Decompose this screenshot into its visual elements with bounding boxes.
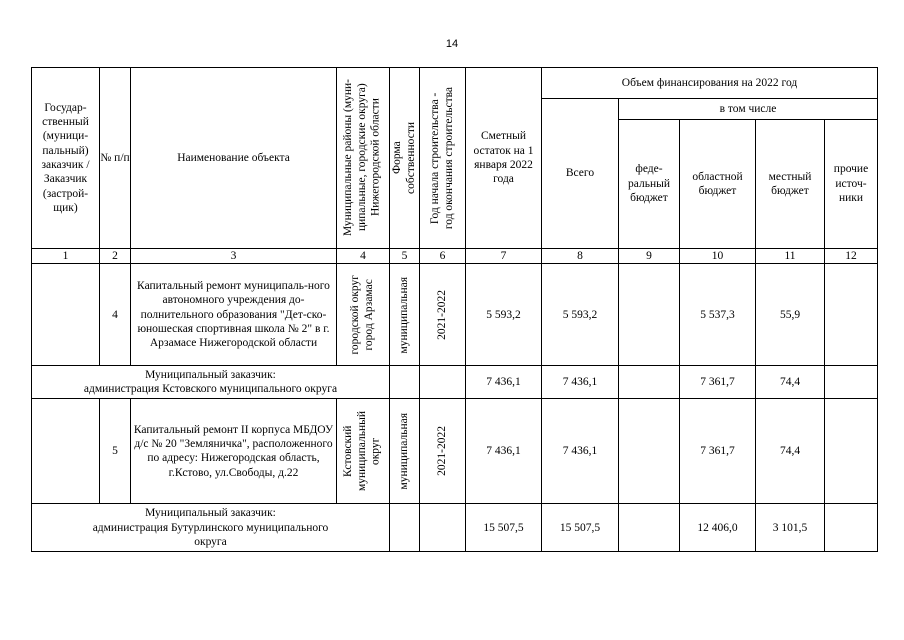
row-regional: 5 537,3	[680, 264, 756, 366]
subtotal-estimate: 7 436,1	[466, 366, 542, 399]
subtotal-customer: Муниципальный заказчик: администрация Бутурлинского муниципального округа	[32, 504, 390, 552]
column-number: 9	[619, 249, 680, 264]
page-number: 14	[445, 38, 459, 50]
header-districts: Муниципальные районы (муни- ципальные, городские округа) Нижегородской области	[337, 68, 390, 249]
row-district: городской округ город Арзамас	[337, 264, 390, 366]
column-number: 4	[337, 249, 390, 264]
row-years: 2021-2022	[420, 264, 466, 366]
row-local: 55,9	[756, 264, 825, 366]
subtotal-regional: 12 406,0	[680, 504, 756, 552]
subtotal-row	[32, 366, 878, 399]
header-local: местный бюджет	[756, 120, 825, 249]
column-number: 11	[756, 249, 825, 264]
row-number: 4	[100, 264, 131, 366]
subtotal-estimate: 15 507,5	[466, 504, 542, 552]
table-row	[32, 264, 878, 366]
header-other: прочие источ-ники	[825, 120, 878, 249]
header-federal: феде-ральный бюджет	[619, 120, 680, 249]
subtotal-customer: Муниципальный заказчик: администрация Кстовского муниципального округа	[32, 366, 390, 399]
financing-table	[31, 67, 878, 552]
subtotal-total: 7 436,1	[542, 366, 619, 399]
subtotal-total: 15 507,5	[542, 504, 619, 552]
row-local: 74,4	[756, 399, 825, 504]
header-number: № п/п	[100, 68, 131, 249]
subtotal-regional: 7 361,7	[680, 366, 756, 399]
header-ownership: Форма собственности	[390, 68, 420, 249]
subtotal-local: 74,4	[756, 366, 825, 399]
row-number: 5	[100, 399, 131, 504]
table-row	[32, 399, 878, 504]
row-object-name: Капитальный ремонт муниципаль-ного автономного учреждения до-полнительного образования "Дет-ско-юношеская спортивная школа № 2" в г. Арзамасе Нижегородской области	[131, 264, 337, 366]
header-regional: областной бюджет	[680, 120, 756, 249]
header-estimate: Сметный остаток на 1 января 2022 года	[466, 68, 542, 249]
row-other	[825, 399, 878, 504]
row-district: Кстовский муниципальный округ	[337, 399, 390, 504]
header-total: Всего	[542, 99, 619, 249]
column-numbers-row	[32, 249, 878, 264]
column-number: 5	[390, 249, 420, 264]
row-customer	[32, 399, 100, 504]
row-regional: 7 361,7	[680, 399, 756, 504]
column-number: 10	[680, 249, 756, 264]
row-other	[825, 264, 878, 366]
header-customer: Государ-ственный (муници-пальный) заказчик / Заказчик (застрой-щик)	[32, 68, 100, 249]
header-object-name: Наименование объекта	[131, 68, 337, 249]
row-object-name: Капитальный ремонт II корпуса МБДОУ д/с № 20 "Земляничка", расположенного по адресу: Нижегородская область, г.Кстово, ул.Свободы, д.22	[131, 399, 337, 504]
row-federal	[619, 264, 680, 366]
row-customer	[32, 264, 100, 366]
column-number: 6	[420, 249, 466, 264]
row-federal	[619, 399, 680, 504]
column-number: 12	[825, 249, 878, 264]
header-years: Год начала строительства - год окончания строительства	[420, 68, 466, 249]
header-financing: Объем финансирования на 2022 год	[542, 68, 878, 99]
column-number: 3	[131, 249, 337, 264]
row-ownership: муниципальная	[390, 264, 420, 366]
column-number: 7	[466, 249, 542, 264]
column-number: 8	[542, 249, 619, 264]
row-estimate: 7 436,1	[466, 399, 542, 504]
row-ownership: муниципальная	[390, 399, 420, 504]
row-total: 7 436,1	[542, 399, 619, 504]
row-estimate: 5 593,2	[466, 264, 542, 366]
column-number: 1	[32, 249, 100, 264]
subtotal-local: 3 101,5	[756, 504, 825, 552]
row-total: 5 593,2	[542, 264, 619, 366]
row-years: 2021-2022	[420, 399, 466, 504]
subtotal-row	[32, 504, 878, 552]
header-including: в том числе	[619, 99, 878, 120]
column-number: 2	[100, 249, 131, 264]
